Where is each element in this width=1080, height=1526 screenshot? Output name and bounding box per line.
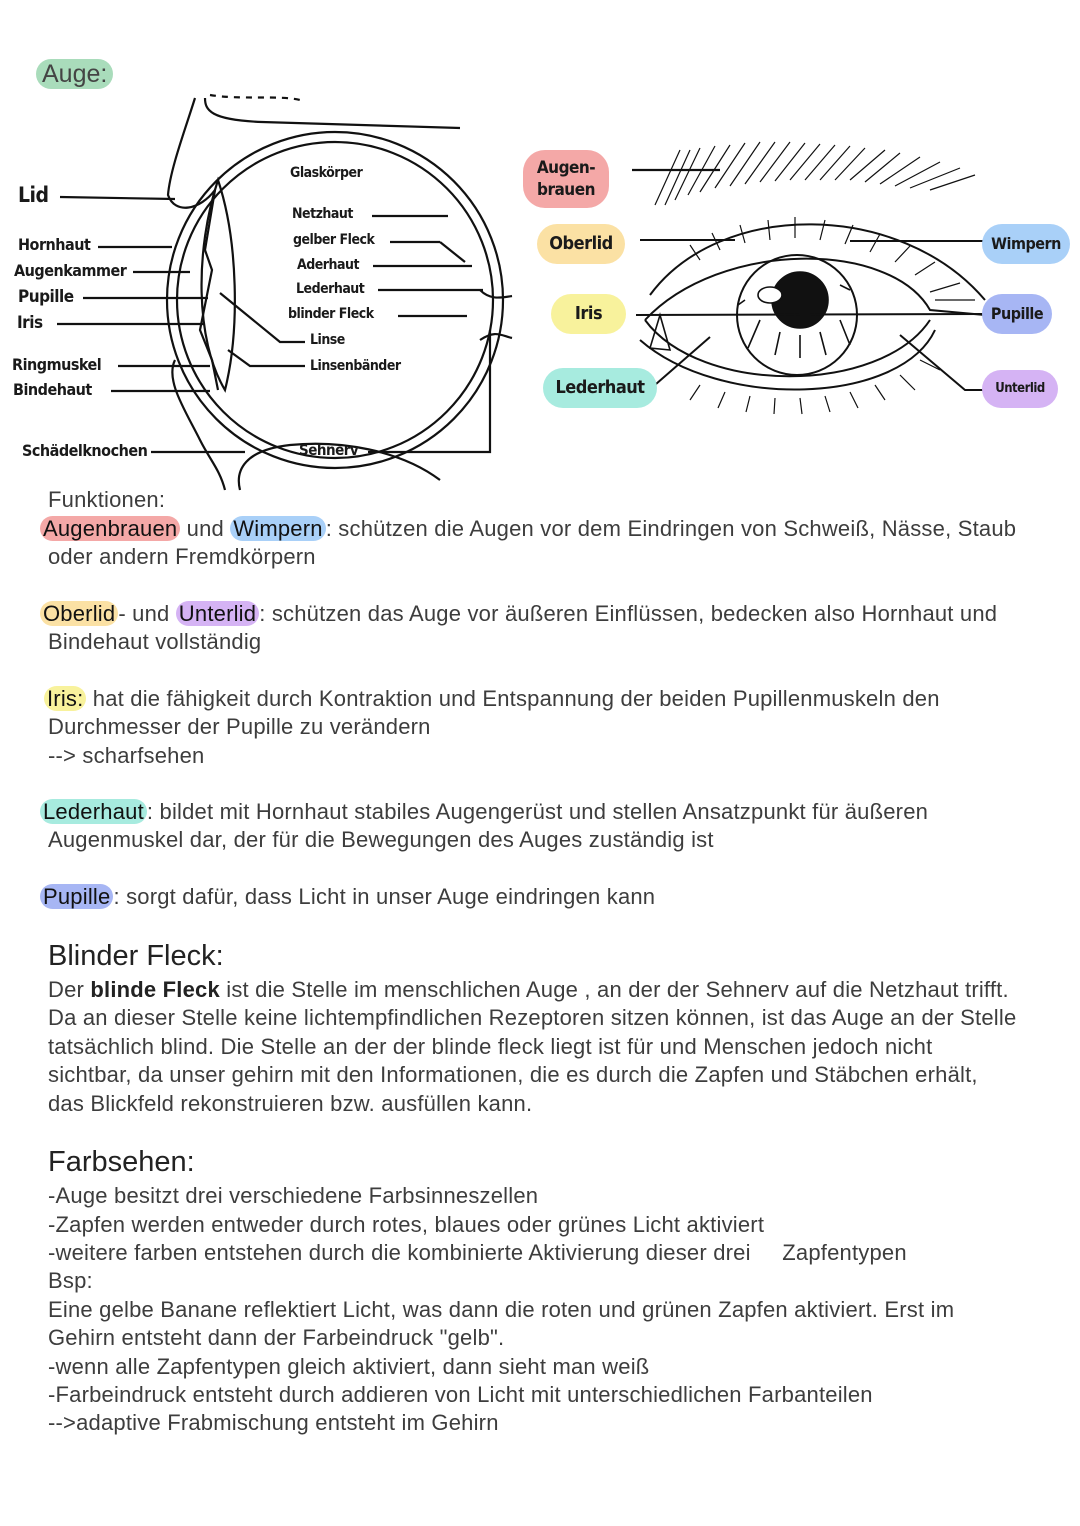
- blinder-fleck-line: sichtbar, da unser gehirn mit den Informationen, die es durch die Zapfen und Stäbchen erhält,: [48, 1062, 978, 1087]
- label-ringmuskel: Ringmuskel: [12, 355, 102, 374]
- tag-lederhaut: Lederhaut: [543, 368, 657, 408]
- farbsehen-line: -Farbeindruck entsteht durch addieren von Licht mit unterschiedlichen Farbanteilen: [48, 1382, 873, 1407]
- label-blinder-fleck: blinder Fleck: [288, 306, 374, 322]
- funktionen-p5-line1: [40, 883, 655, 911]
- label-sehnerv: Sehnerv: [299, 441, 359, 459]
- funktionen-p2-line1: [40, 600, 997, 628]
- farbsehen-line: Gehirn entsteht dann der Farbeindruck "gelb".: [48, 1325, 505, 1350]
- blinder-fleck-line: tatsächlich blind. Die Stelle an der der blinde fleck liegt ist für und Menschen jedoch nicht: [48, 1034, 933, 1059]
- text: und: [180, 516, 231, 541]
- funktionen-p3-line3: --> scharfsehen: [48, 743, 205, 768]
- label-pupille: Pupille: [18, 287, 74, 307]
- bold-term: blinde Fleck: [90, 977, 220, 1002]
- funktionen-p4-line2: Augenmuskel dar, der für die Bewegungen des Auges zuständig ist: [48, 827, 714, 852]
- farbsehen-heading: Farbsehen:: [48, 1146, 195, 1178]
- label-gelber-fleck: gelber Fleck: [293, 232, 375, 248]
- tag-iris: Iris: [551, 294, 626, 334]
- funktionen-p3-line2: Durchmesser der Pupille zu verändern: [48, 714, 431, 739]
- highlight-pupille: Pupille: [40, 884, 113, 909]
- text: ist die Stelle im menschlichen Auge , an der der Sehnerv auf die Netzhaut trifft.: [219, 977, 1009, 1002]
- label-augenkammer: Augenkammer: [14, 261, 127, 280]
- highlight-wimpern: Wimpern: [230, 516, 325, 541]
- funktionen-p4-line1: [40, 798, 928, 826]
- label-iris: Iris: [17, 313, 43, 333]
- text: Der: [48, 977, 91, 1002]
- highlight-lederhaut: Lederhaut: [40, 799, 147, 824]
- text: hat die fähigkeit durch Kontraktion und Entspannung der beiden Pupillenmuskeln den: [86, 686, 940, 711]
- text: - und: [118, 601, 176, 626]
- label-aderhaut: Aderhaut: [297, 257, 359, 273]
- label-netzhaut: Netzhaut: [292, 206, 353, 222]
- tag-wimpern: Wimpern: [982, 224, 1070, 264]
- label-glaskoerper: Glaskörper: [290, 165, 363, 181]
- label-bindehaut: Bindehaut: [13, 380, 92, 399]
- blinder-fleck-line: [48, 976, 1009, 1004]
- highlight-unterlid: Unterlid: [176, 601, 259, 626]
- text: : schützen die Augen vor dem Eindringen von Schweiß, Nässe, Staub: [325, 516, 1017, 541]
- funktionen-p3-line1: [44, 685, 940, 713]
- farbsehen-line: Bsp:: [48, 1268, 93, 1293]
- highlight-iris: Iris:: [44, 686, 86, 711]
- farbsehen-line: -wenn alle Zapfentypen gleich aktiviert, dann sieht man weiß: [48, 1354, 650, 1379]
- tag-pupille: Pupille: [982, 294, 1052, 334]
- label-linsenbaender: Linsenbänder: [310, 358, 401, 374]
- funktionen-p1-line1: [40, 515, 1016, 543]
- farbsehen-line: -weitere farben entstehen durch die kombinierte Aktivierung dieser drei Zapfentypen: [48, 1240, 907, 1265]
- blinder-fleck-line: Da an dieser Stelle keine lichtempfindlichen Rezeptoren sitzen können, ist das Auge an der Stelle: [48, 1005, 1017, 1030]
- funktionen-p1-line2: oder andern Fremdkörpern: [48, 544, 316, 569]
- tag-unterlid: Unterlid: [982, 370, 1058, 408]
- funktionen-p2-line2: Bindehaut vollständig: [48, 629, 262, 654]
- page-title: Auge:: [36, 59, 113, 89]
- farbsehen-line: -->adaptive Frabmischung entsteht im Gehirn: [48, 1410, 499, 1435]
- funktionen-heading: Funktionen:: [48, 487, 166, 512]
- label-hornhaut: Hornhaut: [18, 235, 91, 254]
- label-lederhaut: Lederhaut: [296, 281, 365, 297]
- blinder-fleck-line: das Blickfeld rekonstruieren bzw. ausfüllen kann.: [48, 1091, 533, 1116]
- tag-oberlid: Oberlid: [537, 224, 625, 264]
- highlight-oberlid: Oberlid: [40, 601, 118, 626]
- farbsehen-line: -Auge besitzt drei verschiedene Farbsinneszellen: [48, 1183, 539, 1208]
- eyebrow-icon: [655, 142, 975, 205]
- text: : bildet mit Hornhaut stabiles Augengerüst und stellen Ansatzpunkt für äußeren: [146, 799, 929, 824]
- text: : sorgt dafür, dass Licht in unser Auge eindringen kann: [113, 884, 656, 909]
- label-schaedelknochen: Schädelknochen: [22, 441, 148, 460]
- text: : schützen das Auge vor äußeren Einflüssen, bedecken also Hornhaut und: [259, 601, 998, 626]
- blinder-fleck-heading: Blinder Fleck:: [48, 940, 224, 972]
- highlight-augenbrauen: Augenbrauen: [40, 516, 180, 541]
- label-lid: Lid: [18, 183, 49, 207]
- label-linse: Linse: [310, 332, 345, 348]
- farbsehen-line: Eine gelbe Banane reflektiert Licht, was dann die roten und grünen Zapfen aktiviert. Erst im: [48, 1297, 955, 1322]
- tag-augenbrauen: Augen- brauen: [523, 150, 609, 208]
- farbsehen-line: -Zapfen werden entweder durch rotes, blaues oder grünes Licht aktiviert: [48, 1212, 765, 1237]
